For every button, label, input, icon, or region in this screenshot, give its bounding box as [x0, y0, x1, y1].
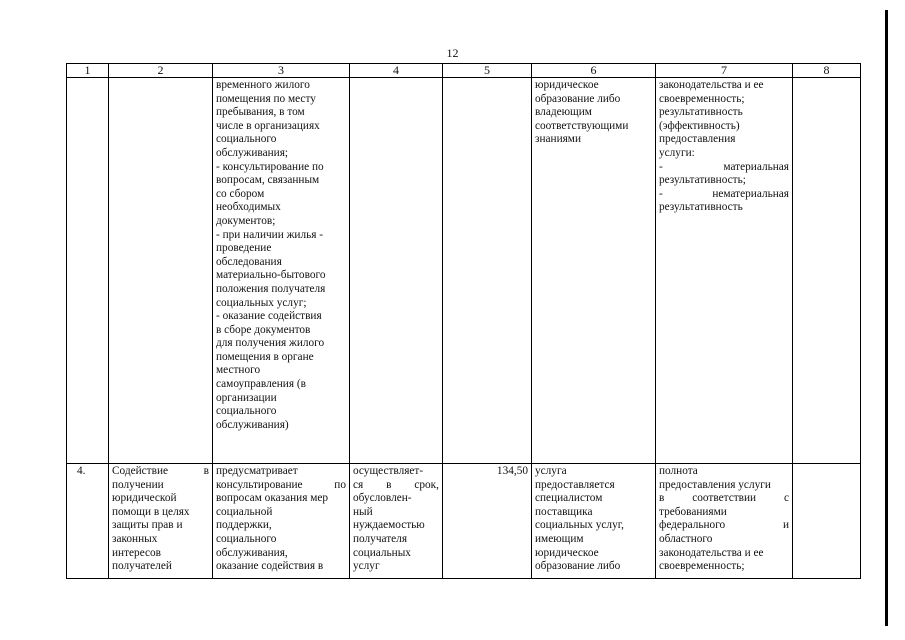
text-line: (эффективность): [659, 119, 740, 132]
text-line: знаниями: [535, 133, 582, 146]
text-line: самоуправления (в: [216, 378, 306, 391]
cell-number: [67, 78, 109, 464]
table-row-4: [67, 464, 861, 579]
cell-quality-indicators: [656, 78, 793, 464]
text-word: консультирование: [216, 478, 303, 491]
text-line: специалистом: [535, 492, 603, 505]
cell-conditions: [532, 78, 656, 464]
text-line: получателя: [353, 532, 408, 545]
cell-service-name: [109, 78, 213, 464]
text-line: социальных услуг;: [216, 296, 307, 309]
text-line-justified: [112, 465, 209, 479]
text-line: вопросам, связанным: [216, 174, 320, 187]
text-line: обследования: [216, 255, 282, 268]
text-line: социальной: [216, 505, 273, 518]
text-line: организации: [216, 391, 277, 404]
text-line-justified: [353, 479, 439, 493]
page-edge-bar: [885, 10, 888, 626]
text-line-justified: [659, 519, 789, 533]
text-line: со сбором: [216, 187, 265, 200]
text-word: соответствии: [692, 492, 757, 505]
text-line: нуждаемостью: [353, 519, 425, 532]
text-line: необходимых: [216, 201, 281, 214]
text-line: оказание содействия в: [216, 560, 324, 573]
text-line: юридическое: [535, 79, 599, 91]
text-word: и: [782, 519, 789, 532]
text-line: - при наличии жилья -: [216, 228, 324, 241]
text-line: получении: [112, 478, 164, 491]
text-line: результативность: [659, 201, 743, 214]
text-line: полнота: [659, 465, 698, 477]
text-line: требованиями: [659, 505, 727, 518]
text-word: нематериальная: [712, 187, 789, 200]
header-cell: 6: [532, 64, 656, 78]
text-line: областного: [659, 532, 713, 545]
cell-service-name: [109, 464, 213, 579]
text-line: осуществляет-: [353, 465, 424, 477]
text-line: проведение: [216, 242, 272, 255]
cell-tariff: [443, 78, 532, 464]
text-line: положения получателя: [216, 282, 326, 295]
text-line: числе в организациях: [216, 119, 320, 132]
text-line: защиты прав и: [112, 519, 183, 532]
header-cell: 3: [213, 64, 350, 78]
text-line: в сборе документов: [216, 323, 311, 336]
text-line: юридическое: [535, 546, 599, 559]
text-word: по: [334, 478, 346, 491]
text-line: вопросам оказания мер: [216, 492, 329, 505]
header-cell: 7: [656, 64, 793, 78]
text-line-justified: [659, 188, 789, 202]
text-line-justified: [659, 492, 789, 506]
text-line: местного: [216, 364, 261, 377]
header-cell: 4: [350, 64, 443, 78]
text-line: помещения в органе: [216, 350, 314, 363]
header-cell: 5: [443, 64, 532, 78]
cell-tariff: 134,50: [443, 464, 532, 579]
text-line: пребывания, в том: [216, 106, 305, 119]
text-line: обусловлен-: [353, 492, 412, 505]
text-line: помощи в целях: [112, 505, 190, 518]
text-line: временного жилого: [216, 79, 310, 91]
text-line: своевременность;: [659, 92, 745, 105]
text-line: предоставляется: [535, 478, 615, 491]
text-word: ся: [353, 478, 364, 491]
text-line: поддержки,: [216, 519, 272, 532]
text-line: интересов: [112, 546, 161, 559]
text-word: в: [659, 492, 665, 505]
text-line: социального: [216, 133, 277, 146]
text-line: законных: [112, 532, 158, 545]
text-line: - оказание содействия: [216, 310, 322, 323]
cell-conditions: [532, 464, 656, 579]
text-line: обслуживания;: [216, 146, 289, 159]
header-cell: 8: [793, 64, 861, 78]
text-line: юридической: [112, 492, 177, 505]
cell-notes: [793, 78, 861, 464]
text-line-justified: [216, 479, 346, 493]
text-line: результативность: [659, 106, 743, 119]
text-line: обслуживания): [216, 418, 289, 431]
text-word: срок,: [414, 478, 439, 491]
text-line: имеющим: [535, 532, 584, 545]
text-line-justified: [659, 161, 789, 175]
text-word: в: [386, 478, 392, 491]
text-line: услуг: [353, 560, 380, 573]
text-line: документов;: [216, 214, 276, 227]
text-line: результативность;: [659, 174, 746, 187]
text-line: предоставления: [659, 133, 736, 146]
text-line: поставщика: [535, 505, 593, 518]
text-line: своевременность;: [659, 560, 745, 573]
text-line: получателей: [112, 560, 172, 573]
text-line: обслуживания,: [216, 546, 288, 559]
text-word: федерального: [659, 519, 726, 532]
services-table: [66, 63, 861, 579]
text-line: помещения по месту: [216, 92, 316, 105]
text-word: с: [783, 492, 789, 505]
table-row-continuation: [67, 78, 861, 464]
text-line: услуги:: [659, 146, 695, 159]
cell-timing: [350, 78, 443, 464]
text-word: материальная: [723, 160, 789, 173]
cell-quality-indicators: [656, 464, 793, 579]
text-line: образование либо: [535, 560, 621, 573]
cell-timing: [350, 464, 443, 579]
text-line: предусматривает: [216, 465, 298, 477]
text-line: образование либо: [535, 92, 621, 105]
text-line: ный: [353, 505, 373, 518]
text-line: социального: [216, 405, 277, 418]
header-row: [67, 64, 861, 78]
text-word: Содействие: [112, 465, 169, 477]
header-cell: 2: [109, 64, 213, 78]
cell-description: [213, 78, 350, 464]
text-word: в: [203, 465, 209, 477]
text-line: владеющим: [535, 106, 592, 119]
cell-number: 4.: [67, 464, 109, 579]
text-line: материально-бытового: [216, 269, 326, 282]
text-line: законодательства и ее: [659, 79, 764, 91]
text-line: социальных услуг,: [535, 519, 624, 532]
text-line: законодательства и ее: [659, 546, 764, 559]
page-number: 12: [446, 46, 459, 60]
text-line: социальных: [353, 546, 411, 559]
header-cell: 1: [67, 64, 109, 78]
text-line: соответствующими: [535, 119, 629, 132]
text-line: - консультирование по: [216, 160, 324, 173]
text-line: услуга: [535, 465, 567, 477]
cell-description: [213, 464, 350, 579]
cell-notes: [793, 464, 861, 579]
text-word: -: [659, 187, 663, 200]
text-line: социального: [216, 532, 277, 545]
text-line: предоставления услуги: [659, 478, 771, 491]
text-line: для получения жилого: [216, 337, 325, 350]
text-word: -: [659, 160, 663, 173]
